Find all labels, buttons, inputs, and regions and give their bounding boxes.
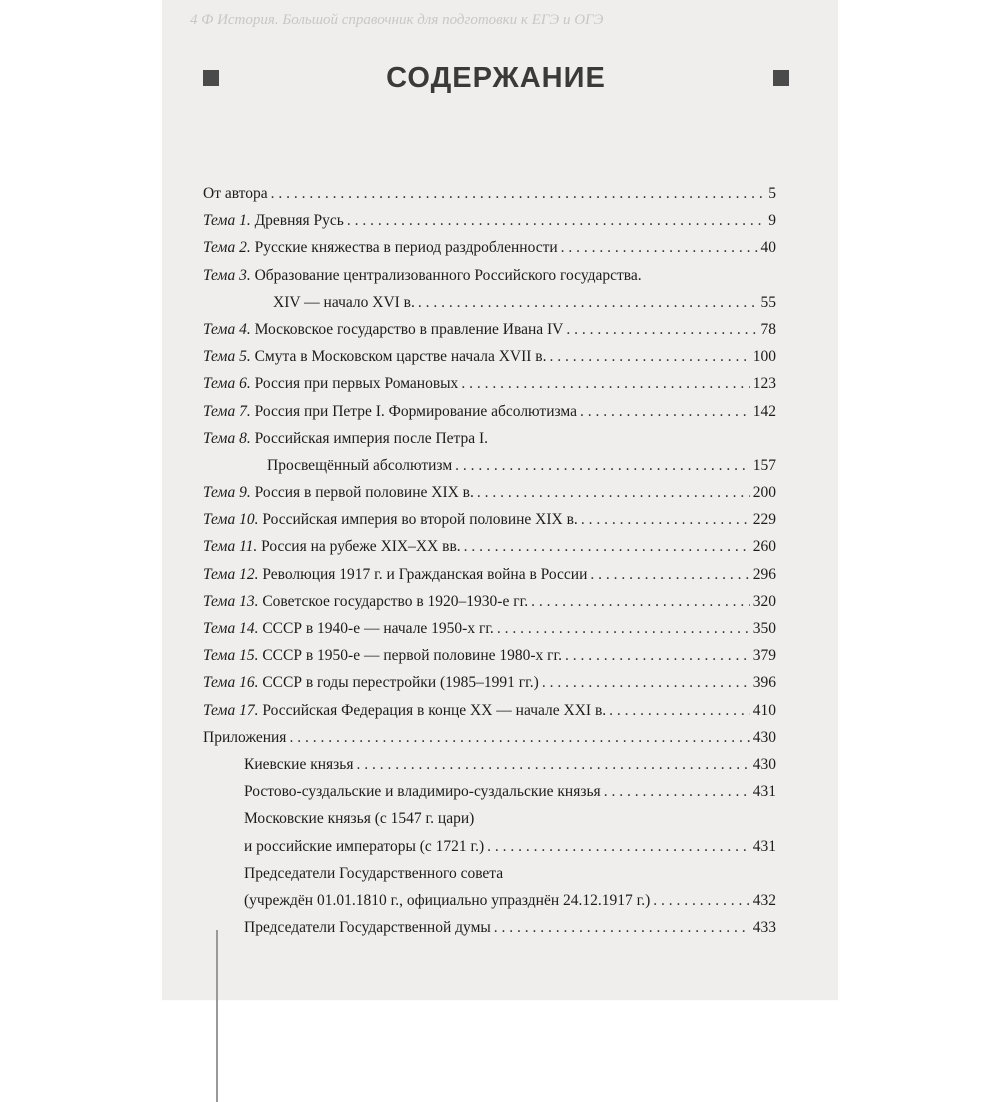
page-number: 431 (752, 837, 776, 855)
dot-leader (464, 533, 750, 560)
toc-line (203, 262, 776, 289)
toc-line (203, 207, 776, 234)
page-title: СОДЕРЖАНИЕ (386, 62, 606, 94)
toc-entry-appendix-item[interactable] (203, 805, 776, 859)
toc-entry-topic[interactable] (203, 697, 776, 724)
page-number: 396 (752, 674, 776, 692)
toc-entry-topic[interactable] (203, 370, 776, 397)
topic-label: Тема 1. (203, 212, 255, 230)
toc-entry-text: Тема 14. СССР в 1940-е — начале 1950-х гг. (203, 620, 494, 637)
toc-entry-text: Тема 7. Россия при Петре I. Формирование абсолютизма (203, 402, 577, 420)
toc-entry-text: Киевские князья (244, 755, 354, 773)
toc-entry-appendix[interactable] (203, 724, 776, 751)
page-number: 430 (752, 755, 776, 773)
toc-line (203, 697, 776, 724)
page-number: 55 (760, 293, 776, 311)
dot-leader (347, 207, 765, 234)
toc-entry-text: Тема 2. Русские княжества в период раздробленности (203, 239, 558, 257)
toc-line (203, 860, 776, 887)
toc-line (203, 343, 776, 370)
topic-label: Тема 12. (203, 565, 263, 583)
dot-leader (609, 697, 750, 724)
toc-line (203, 479, 776, 506)
toc-line (203, 887, 776, 914)
toc-entry-text: (учреждён 01.01.1810 г., официально упразднён 24.12.1917 г.) (244, 891, 651, 909)
page-number: 410 (752, 701, 776, 719)
topic-label: Тема 13. (203, 592, 263, 610)
toc-line (203, 751, 776, 778)
topic-label: Тема 2. (203, 239, 255, 257)
toc-entry-text: Тема 3. Образование централизованного Российского государства. (203, 266, 642, 284)
topic-label: Тема 11. (203, 538, 262, 556)
page-number: 433 (752, 919, 776, 937)
toc-entry-text: Тема 8. Российская империя после Петра I. (203, 429, 489, 447)
toc-entry-appendix-item[interactable] (203, 751, 776, 778)
page-number: 432 (752, 891, 776, 909)
page-number: 320 (752, 592, 776, 610)
toc-entry-topic[interactable] (203, 343, 776, 370)
dot-leader (590, 561, 749, 588)
topic-label: Тема 4. (203, 320, 255, 338)
toc-entry-appendix-item[interactable] (203, 914, 776, 941)
toc-line (203, 398, 776, 425)
topic-label: Тема 14. (203, 620, 263, 637)
dot-leader (271, 180, 766, 207)
toc-entry-topic[interactable] (203, 479, 776, 506)
topic-label: Тема 5. (203, 348, 255, 366)
toc-line (203, 425, 776, 452)
toc-entry-text: XIV — начало XVI в. (273, 293, 415, 311)
toc-line (203, 615, 776, 642)
dot-leader (542, 669, 750, 696)
dot-leader (561, 234, 758, 261)
toc-entry-text: Просвещённый абсолютизм (267, 456, 453, 474)
heading-row (203, 58, 789, 98)
toc-entry-text: Тема 17. Российская Федерация в конце XX — начале XXI в. (203, 701, 607, 719)
dot-leader (418, 289, 758, 316)
toc-entry-topic[interactable] (203, 316, 776, 343)
dot-leader (566, 316, 757, 343)
toc-line (203, 289, 776, 316)
page-number: 78 (760, 320, 776, 338)
page-number: 431 (752, 783, 776, 801)
page-number: 5 (768, 185, 776, 202)
toc-line (203, 724, 776, 751)
toc-line (203, 561, 776, 588)
toc-entry-text: От автора (203, 185, 268, 202)
toc-line (203, 370, 776, 397)
square-bullet-icon (773, 70, 789, 86)
toc-line (203, 234, 776, 261)
toc-entry-text: Тема 15. СССР в 1950-е — первой половине 1980-х гг. (203, 647, 562, 665)
toc-entry-topic[interactable] (203, 262, 776, 316)
page-number: 142 (752, 402, 776, 420)
toc-entry-appendix-item[interactable] (203, 860, 776, 914)
toc-entry-text: Тема 13. Советское государство в 1920–1930-е гг. (203, 592, 529, 610)
toc-line (203, 180, 776, 207)
toc-entry-text: Тема 12. Революция 1917 г. и Гражданская война в России (203, 565, 588, 583)
dot-leader (461, 370, 749, 397)
page-number: 229 (752, 511, 776, 529)
topic-label: Тема 16. (203, 674, 263, 692)
toc-entry-text: Тема 6. Россия при первых Романовых (203, 375, 459, 393)
dot-leader (497, 615, 750, 642)
page-number: 379 (752, 647, 776, 665)
toc-entry-text: Московские князья (с 1547 г. цари) (244, 810, 475, 828)
topic-label: Тема 7. (203, 402, 255, 420)
appendix-vertical-rule (216, 930, 218, 1102)
toc-entry-topic[interactable] (203, 234, 776, 261)
toc-line (203, 669, 776, 696)
toc-line (203, 642, 776, 669)
toc-line (203, 506, 776, 533)
page-number: 430 (752, 728, 776, 746)
dot-leader (477, 479, 750, 506)
toc-line (203, 316, 776, 343)
topic-label: Тема 15. (203, 647, 263, 665)
toc-entry-appendix-item[interactable] (203, 778, 776, 805)
toc-entry-topic[interactable] (203, 207, 776, 234)
page-number: 157 (752, 456, 776, 474)
page-number: 40 (760, 239, 776, 257)
topic-label: Тема 10. (203, 511, 263, 529)
page-number: 200 (752, 484, 776, 502)
dot-leader (531, 588, 750, 615)
toc-line (203, 452, 776, 479)
table-of-contents (203, 180, 776, 941)
toc-entry-text: Приложения (203, 728, 287, 746)
topic-label: Тема 3. (203, 266, 255, 284)
page-number: 9 (768, 212, 776, 230)
toc-entry-intro[interactable] (203, 180, 776, 207)
toc-line (203, 833, 776, 860)
toc-entry-text: Тема 5. Смута в Московском царстве начала XVII в. (203, 348, 547, 366)
toc-line (203, 805, 776, 832)
toc-entry-topic[interactable] (203, 588, 776, 615)
toc-entry-topic[interactable] (203, 506, 776, 533)
toc-line (203, 914, 776, 941)
dot-leader (494, 914, 750, 941)
topic-label: Тема 9. (203, 484, 255, 502)
toc-entry-text: Тема 9. Россия в первой половине XIX в. (203, 484, 474, 502)
dot-leader (581, 506, 750, 533)
toc-entry-text: Тема 16. СССР в годы перестройки (1985–1991 гг.) (203, 674, 539, 692)
topic-label: Тема 6. (203, 375, 255, 393)
dot-leader (289, 724, 749, 751)
dot-leader (487, 833, 750, 860)
toc-entry-text: Тема 10. Российская империя во второй половине XIX в. (203, 511, 578, 529)
toc-entry-topic[interactable] (203, 561, 776, 588)
toc-entry-text: Председатели Государственной думы (244, 919, 491, 937)
dot-leader (356, 751, 749, 778)
page-number: 100 (752, 348, 776, 366)
toc-entry-topic[interactable] (203, 615, 776, 642)
toc-entry-text: Тема 11. Россия на рубеже XIX–XX вв. (203, 538, 461, 556)
toc-line (203, 778, 776, 805)
toc-line (203, 533, 776, 560)
dot-leader (549, 343, 749, 370)
topic-label: Тема 8. (203, 429, 255, 447)
toc-entry-text: Тема 1. Древняя Русь (203, 212, 344, 230)
toc-entry-text: Председатели Государственного совета (244, 864, 504, 882)
dot-leader (653, 887, 749, 914)
toc-entry-topic[interactable] (203, 398, 776, 425)
running-header-show-through: 4 Ф История. Большой справочник для подготовки к ЕГЭ и ОГЭ (190, 12, 604, 28)
page-number: 350 (752, 620, 776, 637)
page-number: 123 (752, 375, 776, 393)
dot-leader (580, 398, 750, 425)
page-number: 260 (752, 538, 776, 556)
page-number: 296 (752, 565, 776, 583)
toc-entry-topic[interactable] (203, 425, 776, 479)
toc-entry-text: Ростово-суздальские и владимиро-суздальские князья (244, 783, 601, 801)
toc-entry-topic[interactable] (203, 642, 776, 669)
topic-label: Тема 17. (203, 701, 263, 719)
toc-entry-text: Тема 4. Московское государство в правление Ивана IV (203, 320, 564, 338)
dot-leader (565, 642, 750, 669)
toc-entry-text: и российские императоры (с 1721 г.) (244, 837, 485, 855)
dot-leader (455, 452, 750, 479)
toc-entry-topic[interactable] (203, 533, 776, 560)
toc-line (203, 588, 776, 615)
toc-entry-topic[interactable] (203, 669, 776, 696)
dot-leader (604, 778, 750, 805)
